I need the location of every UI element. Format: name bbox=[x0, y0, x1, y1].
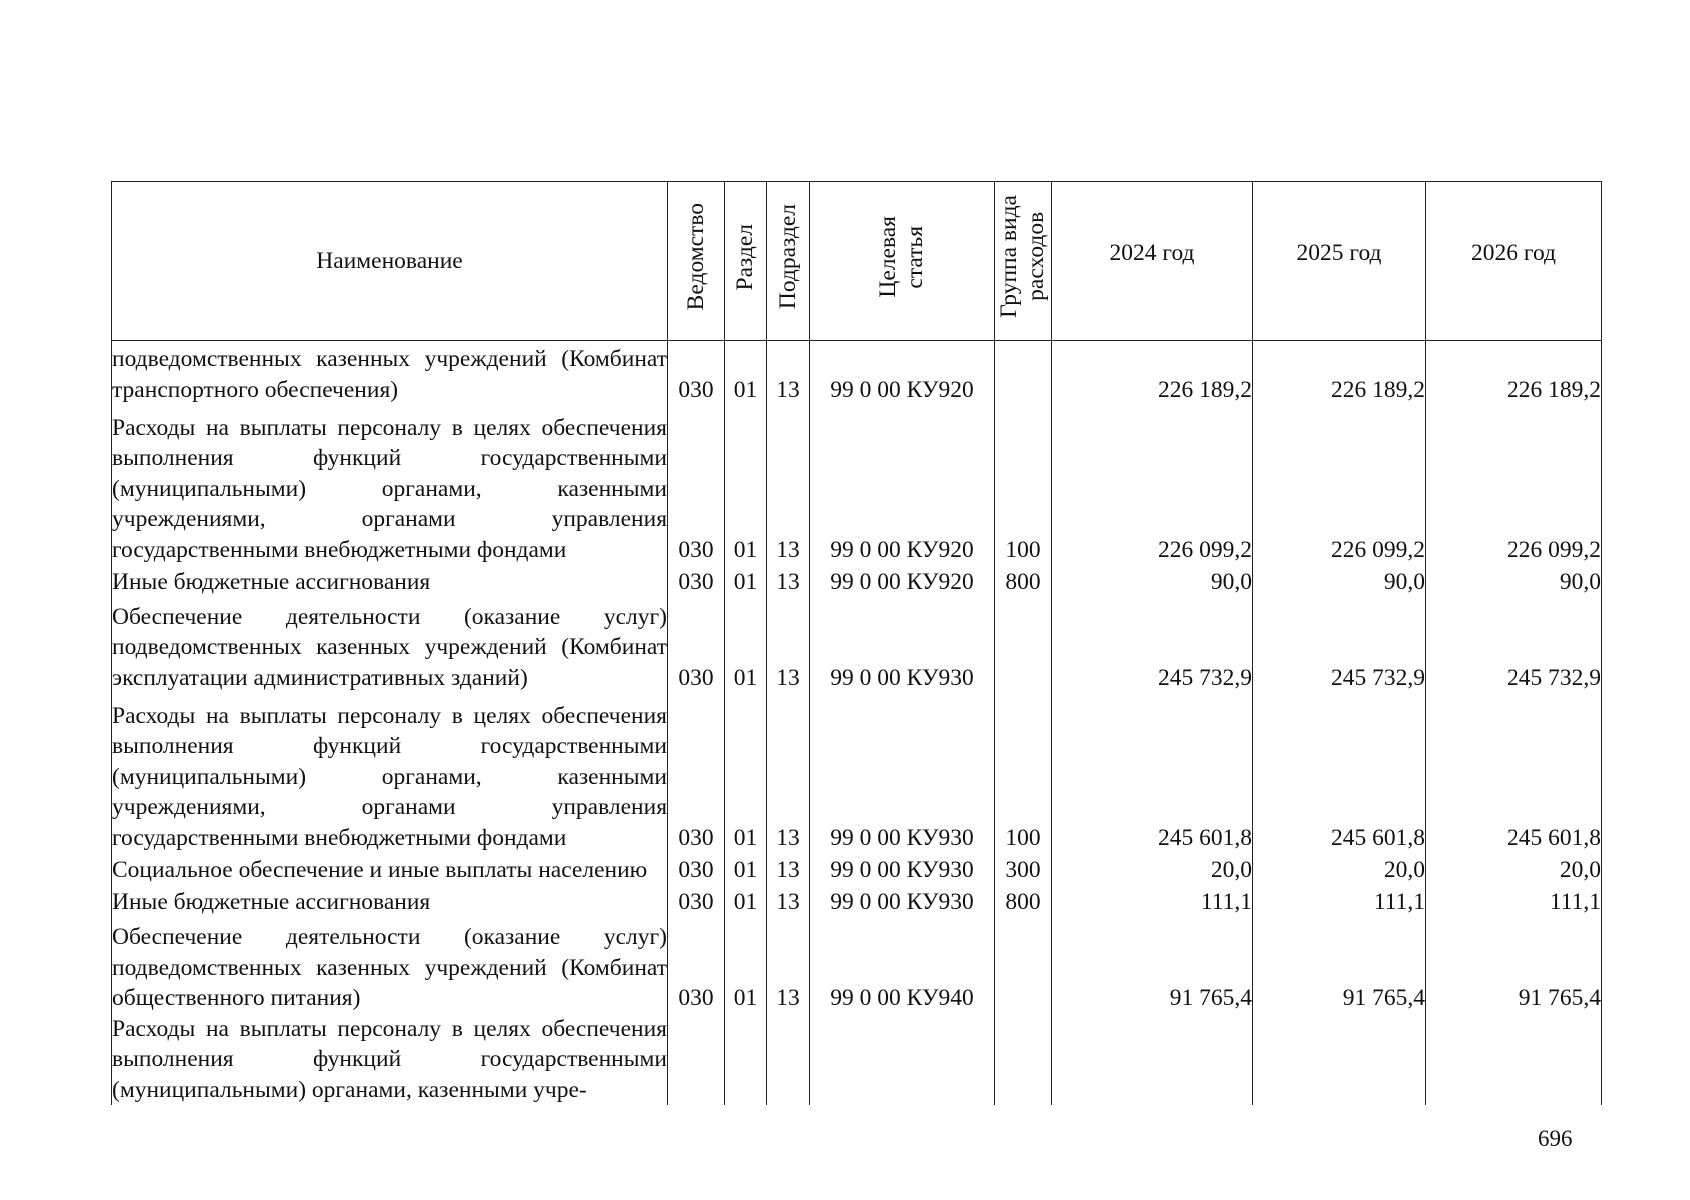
table-row bbox=[112, 693, 1602, 853]
row-2025 bbox=[1253, 1014, 1426, 1106]
table-row bbox=[112, 565, 1602, 597]
table-row bbox=[112, 1014, 1602, 1106]
row-target: 99 0 00 КУ920 bbox=[810, 565, 995, 597]
row-name: Расходы на выплаты персоналу в целях обеспечения выполнения функций государственными (муниципальными) органами, казенными учреждениями, органами управления государственными внебюджетными фондами bbox=[112, 405, 668, 565]
row-2026: 245 732,9 bbox=[1426, 597, 1602, 693]
row-2026: 226 099,2 bbox=[1426, 405, 1602, 565]
row-razdel: 01 bbox=[725, 853, 767, 885]
row-group: 800 bbox=[995, 885, 1052, 917]
row-name: Расходы на выплаты персоналу в целях обеспечения выполнения функций государственными (муниципальными) органами, казенными учреждениями, органами управления государственными внебюджетными фондами bbox=[112, 693, 668, 853]
row-podrazdel: 13 bbox=[767, 405, 810, 565]
row-name: Обеспечение деятельности (оказание услуг) подведомственных казенных учреждений (Комбинат эксплуатации административных зданий) bbox=[112, 597, 668, 693]
row-group bbox=[995, 1014, 1052, 1106]
header-podrazdel: Подраздел bbox=[767, 182, 810, 341]
row-razdel: 01 bbox=[725, 597, 767, 693]
header-target: Целевая статья bbox=[810, 182, 995, 341]
row-name: Социальное обеспечение и иные выплаты населению bbox=[112, 853, 668, 885]
row-vedomstvo: 030 bbox=[668, 405, 725, 565]
row-podrazdel bbox=[767, 1014, 810, 1106]
header-name: Наименование bbox=[112, 182, 668, 341]
table-row bbox=[112, 597, 1602, 693]
header-vedomstvo: Ведомство bbox=[668, 182, 725, 341]
row-target: 99 0 00 КУ930 bbox=[810, 885, 995, 917]
row-vedomstvo: 030 bbox=[668, 693, 725, 853]
row-podrazdel: 13 bbox=[767, 917, 810, 1013]
row-vedomstvo: 030 bbox=[668, 341, 725, 406]
row-podrazdel: 13 bbox=[767, 853, 810, 885]
header-razdel: Раздел bbox=[725, 182, 767, 341]
row-podrazdel: 13 bbox=[767, 341, 810, 406]
row-target: 99 0 00 КУ920 bbox=[810, 341, 995, 406]
row-2026: 226 189,2 bbox=[1426, 341, 1602, 406]
row-name: Расходы на выплаты персоналу в целях обеспечения выполнения функций государственными (муниципальными) органами, казенными учре- bbox=[112, 1014, 668, 1106]
row-podrazdel: 13 bbox=[767, 565, 810, 597]
row-name: Иные бюджетные ассигнования bbox=[112, 565, 668, 597]
row-podrazdel: 13 bbox=[767, 885, 810, 917]
row-2024: 245 601,8 bbox=[1052, 693, 1253, 853]
row-2024: 20,0 bbox=[1052, 853, 1253, 885]
row-2024: 245 732,9 bbox=[1052, 597, 1253, 693]
header-group: Группа вида расходов bbox=[995, 182, 1052, 341]
row-group bbox=[995, 341, 1052, 406]
header-row bbox=[112, 182, 1602, 341]
row-2024: 91 765,4 bbox=[1052, 917, 1253, 1013]
row-2024 bbox=[1052, 1014, 1253, 1106]
row-group: 100 bbox=[995, 693, 1052, 853]
row-2024: 226 189,2 bbox=[1052, 341, 1253, 406]
row-2025: 245 732,9 bbox=[1253, 597, 1426, 693]
row-group bbox=[995, 597, 1052, 693]
row-2025: 91 765,4 bbox=[1253, 917, 1426, 1013]
row-2026: 111,1 bbox=[1426, 885, 1602, 917]
row-razdel: 01 bbox=[725, 885, 767, 917]
row-2026: 245 601,8 bbox=[1426, 693, 1602, 853]
row-vedomstvo: 030 bbox=[668, 917, 725, 1013]
table-row bbox=[112, 341, 1602, 406]
row-name: подведомственных казенных учреждений (Комбинат транспортного обеспечения) bbox=[112, 341, 668, 406]
row-2024: 111,1 bbox=[1052, 885, 1253, 917]
row-2026 bbox=[1426, 1014, 1602, 1106]
budget-table bbox=[111, 181, 1602, 1105]
row-vedomstvo bbox=[668, 1014, 725, 1106]
row-2025: 245 601,8 bbox=[1253, 693, 1426, 853]
row-target bbox=[810, 1014, 995, 1106]
row-2026: 20,0 bbox=[1426, 853, 1602, 885]
row-name: Иные бюджетные ассигнования bbox=[112, 885, 668, 917]
row-razdel: 01 bbox=[725, 341, 767, 406]
row-vedomstvo: 030 bbox=[668, 853, 725, 885]
row-2025: 226 099,2 bbox=[1253, 405, 1426, 565]
row-2025: 226 189,2 bbox=[1253, 341, 1426, 406]
row-group: 300 bbox=[995, 853, 1052, 885]
row-2026: 91 765,4 bbox=[1426, 917, 1602, 1013]
table-row bbox=[112, 917, 1602, 1013]
table-row bbox=[112, 405, 1602, 565]
header-2024: 2024 год bbox=[1052, 182, 1253, 341]
row-podrazdel: 13 bbox=[767, 597, 810, 693]
row-vedomstvo: 030 bbox=[668, 885, 725, 917]
header-2026: 2026 год bbox=[1426, 182, 1602, 341]
row-2025: 111,1 bbox=[1253, 885, 1426, 917]
row-razdel: 01 bbox=[725, 405, 767, 565]
row-razdel: 01 bbox=[725, 565, 767, 597]
row-razdel bbox=[725, 1014, 767, 1106]
row-razdel: 01 bbox=[725, 693, 767, 853]
row-group: 100 bbox=[995, 405, 1052, 565]
row-group: 800 bbox=[995, 565, 1052, 597]
row-target: 99 0 00 КУ940 bbox=[810, 917, 995, 1013]
row-target: 99 0 00 КУ930 bbox=[810, 597, 995, 693]
table-row bbox=[112, 853, 1602, 885]
row-podrazdel: 13 bbox=[767, 693, 810, 853]
header-2025: 2025 год bbox=[1253, 182, 1426, 341]
row-2024: 90,0 bbox=[1052, 565, 1253, 597]
row-vedomstvo: 030 bbox=[668, 565, 725, 597]
row-target: 99 0 00 КУ930 bbox=[810, 693, 995, 853]
row-2025: 20,0 bbox=[1253, 853, 1426, 885]
row-2026: 90,0 bbox=[1426, 565, 1602, 597]
row-target: 99 0 00 КУ930 bbox=[810, 853, 995, 885]
page-number: 696 bbox=[1538, 1126, 1573, 1151]
table-row bbox=[112, 885, 1602, 917]
row-2024: 226 099,2 bbox=[1052, 405, 1253, 565]
row-group bbox=[995, 917, 1052, 1013]
row-2025: 90,0 bbox=[1253, 565, 1426, 597]
row-name: Обеспечение деятельности (оказание услуг) подведомственных казенных учреждений (Комбинат общественного питания) bbox=[112, 917, 668, 1013]
row-razdel: 01 bbox=[725, 917, 767, 1013]
row-target: 99 0 00 КУ920 bbox=[810, 405, 995, 565]
row-vedomstvo: 030 bbox=[668, 597, 725, 693]
